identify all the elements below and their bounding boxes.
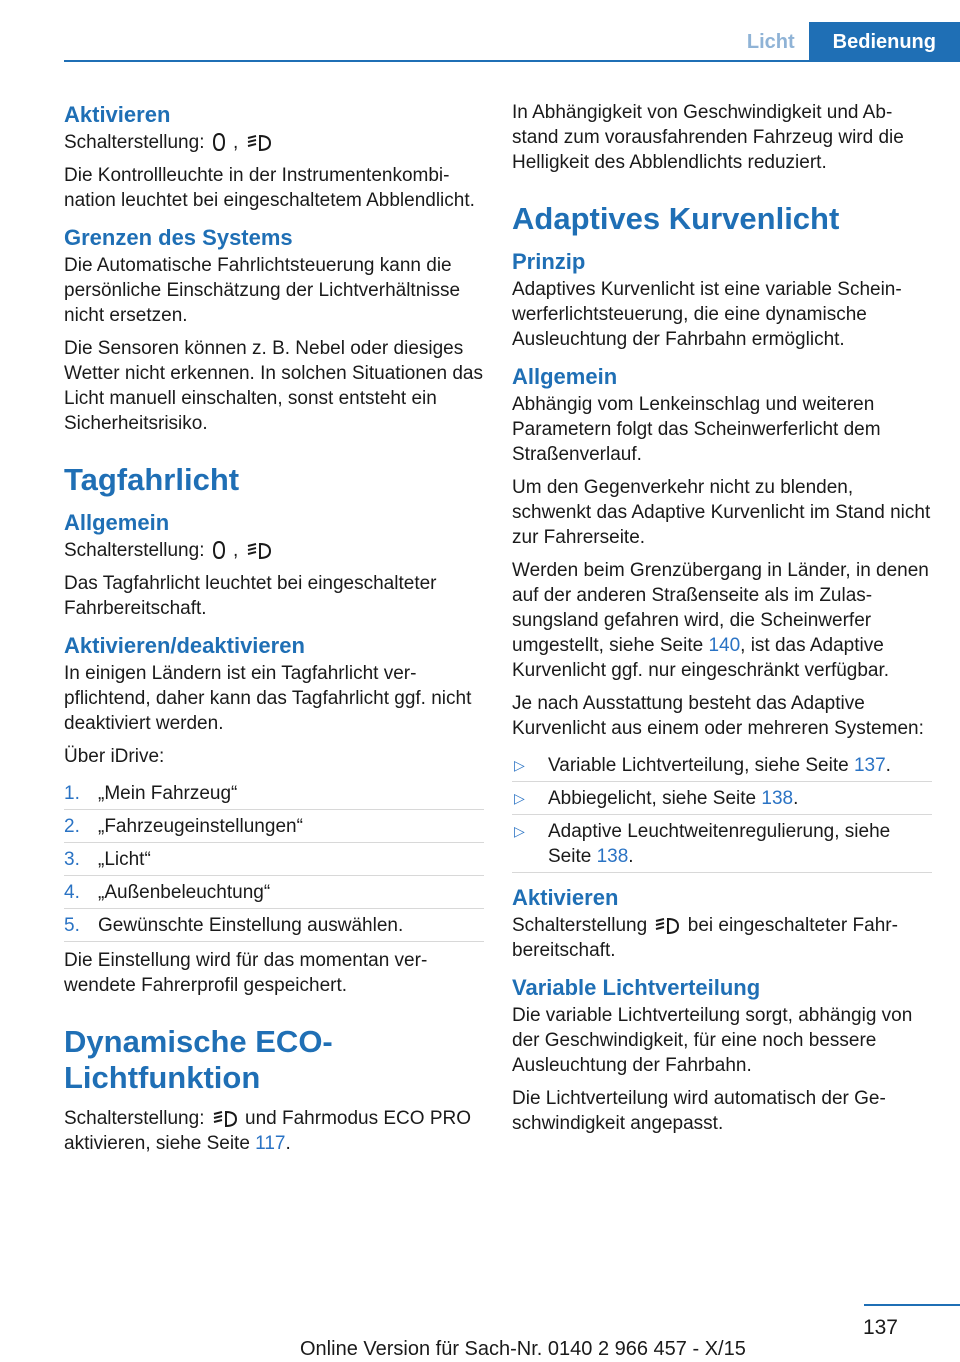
variable-lichtverteilung-heading: Variable Lichtverteilung	[512, 975, 761, 1000]
page-link[interactable]: 138	[761, 788, 794, 809]
allgemein-paragraph-3	[512, 558, 932, 683]
page-link[interactable]: 117	[255, 1133, 286, 1154]
page-link[interactable]: 140	[708, 635, 741, 656]
prinzip-heading: Prinzip	[512, 249, 586, 274]
low-beam-icon	[654, 915, 680, 935]
allgemein-paragraph-1: Abhängig vom Lenkeinschlag und weiteren Parametern folgt das Scheinwerferlicht dem Straßenverlauf.	[512, 394, 881, 465]
list-item	[64, 909, 484, 942]
grenzen-paragraph-2: Die Sensoren können z. B. Nebel oder diesiges Wetter nicht erkennen. In solchen Situationen das Licht manuell einschalten, sonst entsteht ein Sicherheitsrisiko.	[64, 338, 483, 434]
icon-separator: ,	[227, 132, 244, 153]
grenzen-heading: Grenzen des Systems	[64, 225, 293, 250]
step-number: 4.	[64, 882, 80, 903]
intro-text: In Abhängigkeit von Geschwindigkeit und Abstand zum vorausfahrenden Fahrzeug wird die Helligkeit des Abblendlichts reduziert.	[512, 102, 904, 173]
left-column	[64, 100, 484, 1164]
switch-label: Schalterstellung:	[64, 132, 210, 153]
allgemein-paragraph-2: Um den Gegenverkehr nicht zu blenden, schwenkt das Adaptive Kurvenlicht im Stand nicht zur Fahrerseite.	[512, 477, 931, 548]
systems-list	[512, 749, 932, 873]
list-item-text	[548, 786, 798, 811]
eco-title: Dynamische ECO-Lichtfunktion	[64, 1024, 333, 1095]
footer-rule	[864, 1304, 960, 1306]
allgemein-paragraph-4: Je nach Ausstattung besteht das Adaptive Kurvenlicht aus einem oder mehreren Systemen:	[512, 693, 924, 739]
step-number: 1.	[64, 783, 80, 804]
step-number: 3.	[64, 849, 80, 870]
aktivieren-heading: Aktivieren	[512, 885, 619, 910]
allgemein-heading: Allgemein	[64, 510, 170, 535]
tagfahrlicht-title: Tagfahrlicht	[64, 462, 240, 497]
prinzip-text: Adaptives Kurvenlicht ist eine variable Scheinwerferlichtsteuerung, die eine dynamische Ausleuchtung der Fahrbahn ermöglicht.	[512, 279, 902, 350]
step-number: 2.	[64, 816, 80, 837]
bullet-text: Abbiegelicht, siehe Seite	[548, 788, 762, 809]
idrive-text: Über iDrive:	[64, 746, 165, 767]
bullet-text: Variable Lichtverteilung, siehe Seite	[548, 755, 854, 776]
step-text: „Fahrzeugeinstellungen“	[98, 816, 303, 837]
list-item	[64, 876, 484, 909]
aktivieren-text: Die Kontrollleuchte in der Instrumentenkombination leuchtet bei eingeschaltetem Abblendlicht.	[64, 165, 475, 211]
paragraph-text: Werden beim Grenzübergang in Länder, in denen auf der anderen Straßenseite als im Zulassungsland gefahren wird, die Scheinwerfer umgestellt, siehe Seite	[512, 560, 929, 656]
low-beam-icon	[246, 132, 272, 152]
idrive-steps	[64, 777, 484, 942]
variable-paragraph-1: Die variable Lichtverteilung sorgt, abhängig von der Geschwindigkeit, für eine noch bessere Ausleuchtung der Fahrbahn.	[512, 1005, 913, 1076]
aktivieren-deaktivieren-heading: Aktivieren/deaktivieren	[64, 633, 305, 658]
aktivieren-deaktivieren-text: In einigen Ländern ist ein Tagfahrlicht verpflichtend, daher kann das Tagfahrlicht ggf. nicht deaktiviert werden.	[64, 663, 472, 734]
step-text: „Außenbeleuchtung“	[98, 882, 271, 903]
auto-light-icon	[212, 132, 226, 152]
list-item	[64, 810, 484, 843]
low-beam-icon	[212, 1108, 238, 1128]
step-text: „Mein Fahrzeug“	[98, 783, 238, 804]
switch-position-line	[64, 130, 484, 155]
step-number: 5.	[64, 915, 80, 936]
switch-label: Schalterstellung:	[64, 540, 210, 561]
step-text: Gewünschte Einstellung auswählen.	[98, 915, 404, 936]
list-item	[512, 782, 932, 815]
eco-text	[64, 1106, 484, 1156]
list-item	[512, 749, 932, 782]
switch-label: Schalterstellung	[512, 915, 653, 936]
bullet-end: .	[885, 755, 891, 776]
page-number: 137	[862, 1316, 898, 1339]
bullet-triangle-icon: ▷	[514, 823, 525, 839]
chapter-tab: Bedienung	[809, 22, 960, 62]
list-item	[64, 843, 484, 876]
bullet-triangle-icon: ▷	[514, 757, 525, 773]
aktivieren-text	[512, 913, 932, 963]
kurvenlicht-title: Adaptives Kurvenlicht	[512, 201, 840, 236]
eco-text-end: .	[285, 1133, 291, 1154]
icon-separator: ,	[227, 540, 244, 561]
page-link[interactable]: 137	[853, 755, 886, 776]
low-beam-icon	[246, 540, 272, 560]
einstellung-text: Die Einstellung wird für das momentan verwendete Fahrerprofil gespeichert.	[64, 950, 428, 996]
section-tab: Licht	[746, 31, 795, 53]
list-item-text	[548, 819, 932, 869]
switch-position-line	[64, 538, 484, 563]
variable-paragraph-2: Die Lichtverteilung wird automatisch der Geschwindigkeit angepasst.	[512, 1088, 886, 1134]
bullet-end: .	[793, 788, 799, 809]
aktivieren-text-body: bei eingeschalteter Fahrbereitschaft.	[512, 915, 898, 961]
page-link[interactable]: 138	[596, 846, 629, 867]
paragraph-text: , ist das Adaptive Kurvenlicht ggf. nur eingeschränkt verfügbar.	[512, 635, 890, 681]
bullet-end: .	[628, 846, 634, 867]
list-item	[512, 815, 932, 873]
eco-text-body: und Fahrmodus ECO PRO aktivieren, siehe Seite	[64, 1108, 472, 1154]
aktivieren-heading: Aktivieren	[64, 102, 171, 127]
step-text: „Licht“	[98, 849, 151, 870]
list-item	[64, 777, 484, 810]
grenzen-paragraph-1: Die Automatische Fahrlichtsteuerung kann die persönliche Einschätzung der Lichtverhältnisse nicht ersetzen.	[64, 255, 461, 326]
allgemein-heading: Allgemein	[512, 364, 618, 389]
bullet-text: Adaptive Leuchtweitenregulierung, siehe Seite	[548, 821, 891, 867]
bullet-triangle-icon: ▷	[514, 790, 525, 806]
auto-light-icon	[212, 540, 226, 560]
right-column	[512, 100, 932, 1144]
header-tabs	[733, 22, 960, 62]
footer-note: Online Version für Sach-Nr. 0140 2 966 457 - X/15	[300, 1338, 746, 1360]
allgemein-text: Das Tagfahrlicht leuchtet bei eingeschalteter Fahrbereitschaft.	[64, 573, 437, 619]
list-item-text	[548, 753, 891, 778]
switch-label: Schalterstellung:	[64, 1108, 210, 1129]
